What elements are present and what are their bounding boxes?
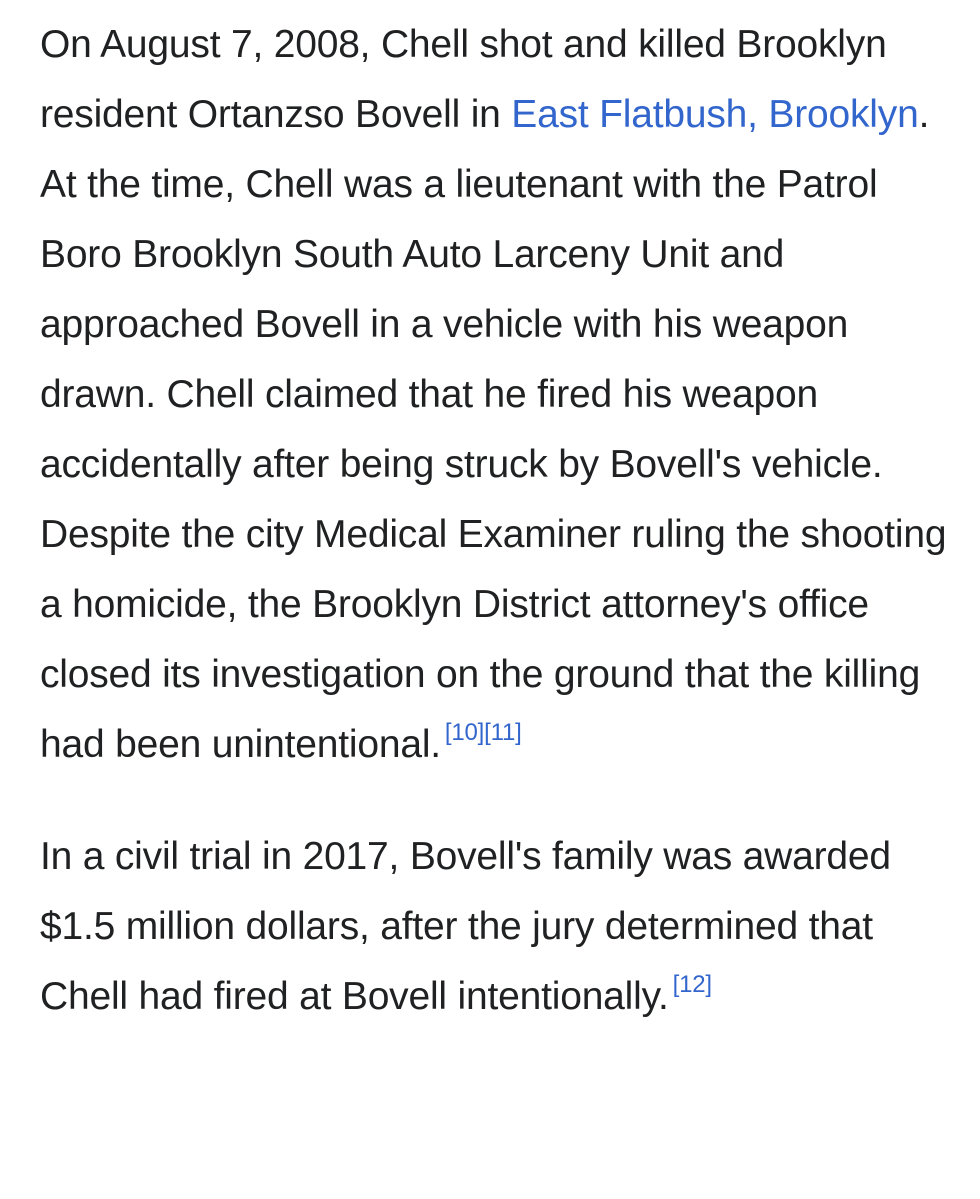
- citation-10-link[interactable]: [10]: [444, 718, 485, 746]
- paragraph-civil-trial: [40, 822, 950, 1032]
- citation-11-link[interactable]: [11]: [484, 718, 522, 746]
- paragraph-text: In a civil trial in 2017, Bovell's family was awarded $1.5 million dollars, after the jury determined that Chell had fired at Bovell intentionally.: [40, 835, 891, 1018]
- east-flatbush-link[interactable]: East Flatbush, Brooklyn: [511, 93, 919, 136]
- citation-group: [445, 719, 522, 746]
- paragraph-shooting: [40, 10, 950, 780]
- citation-group: [673, 971, 712, 998]
- paragraph-text: On August 7, 2008, Chell shot and killed Brooklyn resident Ortanzso Bovell in: [40, 23, 887, 136]
- article-body: [40, 10, 950, 1032]
- paragraph-text: . At the time, Chell was a lieutenant with the Patrol Boro Brooklyn South Auto Larceny Unit and approached Bovell in a vehicle with his weapon drawn. Chell claimed that he fired his weapon accidentally after being struck by Bovell's vehicle. Despite the city Medical Examiner ruling the shooting a homicide, the Brooklyn District attorney's office closed its investigation on the ground that the killing had been unintentional.: [40, 93, 947, 766]
- citation-12-link[interactable]: [12]: [672, 970, 712, 998]
